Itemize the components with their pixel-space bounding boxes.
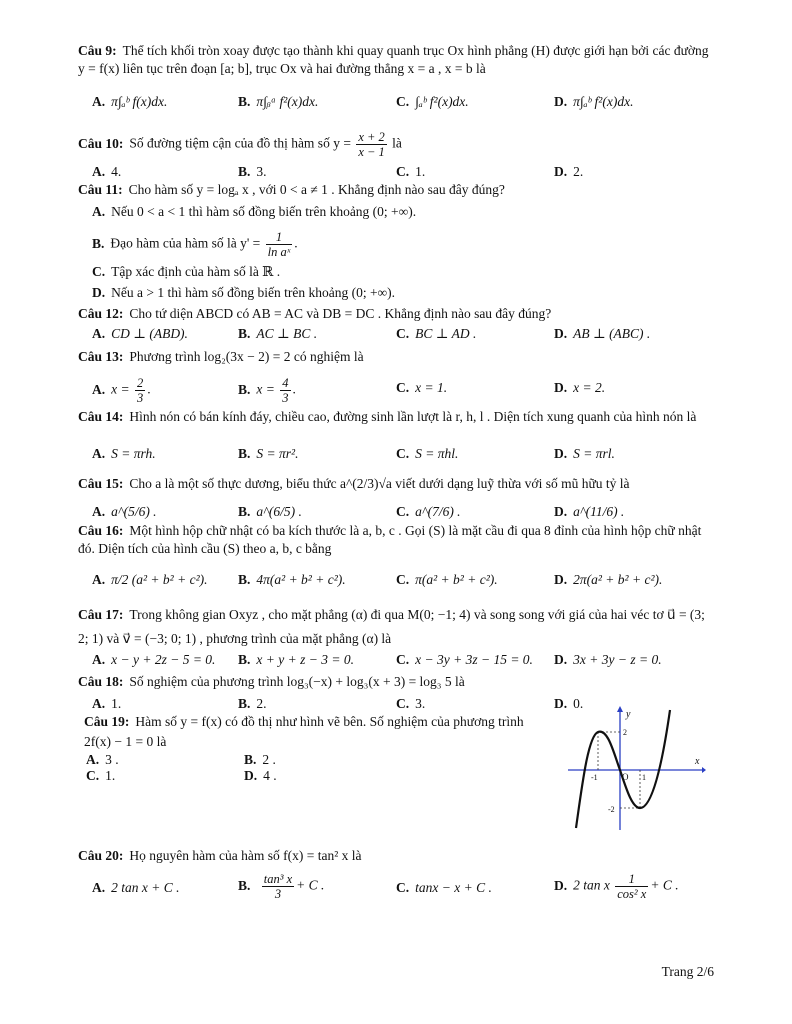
option-b[interactable]: B. S = πr². bbox=[238, 446, 299, 461]
option-b[interactable]: B. x + y + z − 3 = 0. bbox=[238, 652, 354, 667]
tick-label-neg1: -1 bbox=[591, 773, 598, 782]
question-stem: Phương trình log₂(3x − 2) = 2 có nghiệm là bbox=[129, 349, 364, 364]
option-d[interactable]: D. AB ⊥ (ABC) . bbox=[554, 326, 651, 341]
tick-label-2: 2 bbox=[623, 728, 627, 737]
option-b[interactable]: B. π∫ᵦᵃ f²(x)dx. bbox=[238, 94, 319, 109]
option-a[interactable]: A. x = $\frac{2}{3}$ . bbox=[92, 376, 151, 405]
question-number: Câu 9: bbox=[78, 43, 117, 58]
question-19: Câu 19: Hàm số y = f(x) có đồ thị như hình vẽ bên. Số nghiệm của phương trình 2f(x) − 1 = 0 là bbox=[84, 714, 524, 749]
option-c[interactable]: C. BC ⊥ AD . bbox=[396, 326, 477, 341]
option-a[interactable]: A. 1. bbox=[92, 696, 122, 711]
question-13: Câu 13: Phương trình log₂(3x − 2) = 2 có nghiệm là bbox=[78, 349, 364, 364]
option-d[interactable]: D. S = πrl. bbox=[554, 446, 615, 461]
question-stem: Số đường tiệm cận của đồ thị hàm số y = bbox=[129, 135, 351, 151]
option-b[interactable]: B. 4π(a² + b² + c²). bbox=[238, 572, 346, 587]
option-a[interactable]: A. S = πrh. bbox=[92, 446, 156, 461]
option-a[interactable]: A. 2 tan x + C . bbox=[92, 880, 180, 895]
question-stem: Hình nón có bán kính đáy, chiều cao, đường sinh lần lượt là r, h, l . Diện tích xung quanh của hình nón là bbox=[129, 409, 697, 424]
option-d[interactable]: D. a^(11/6) . bbox=[554, 504, 625, 519]
question-stem: Cho a là một số thực dương, biểu thức a^(2/3)√a viết dưới dạng luỹ thừa với số mũ hữu tỷ là bbox=[129, 476, 630, 491]
option-b[interactable]: B. AC ⊥ BC . bbox=[238, 326, 318, 341]
question-20: Câu 20: Họ nguyên hàm của hàm số f(x) = tan² x là bbox=[78, 848, 362, 863]
tick-label-1: 1 bbox=[642, 773, 646, 782]
option-c[interactable]: C. ∫ₐᵇ f²(x)dx. bbox=[396, 94, 469, 109]
function-graph bbox=[568, 706, 706, 830]
option-b[interactable]: B. 3. bbox=[238, 164, 267, 179]
option-a[interactable]: A. π∫ₐᵇ f(x)dx. bbox=[92, 94, 168, 109]
option-d[interactable]: D. x = 2. bbox=[554, 380, 606, 395]
question-17: Câu 17: Trong không gian Oxyz , cho mặt phẳng (α) đi qua M(0; −1; 4) và song song với giá của hai véc tơ u⃗ = (3; 2; 1) và v⃗ = (−3; 0; 1) , phương trình của mặt phẳng (α) là bbox=[78, 607, 705, 646]
option-a[interactable]: A. a^(5/6) . bbox=[92, 504, 157, 519]
option-d[interactable]: D. 0. bbox=[554, 696, 584, 711]
option-d[interactable]: D. 2 tan x $\frac{1}{\text{cos² x}}$ + C . bbox=[554, 872, 679, 901]
option-b[interactable]: B. a^(6/5) . bbox=[238, 504, 302, 519]
origin-label: O bbox=[622, 772, 629, 782]
question-stem: Trong không gian Oxyz , cho mặt phẳng (α) đi qua M(0; −1; 4) và song song với giá của hai véc tơ u⃗ = (3; 2; 1) và v⃗ = (−3; 0; 1) , phương trình của mặt phẳng (α) là bbox=[78, 607, 705, 646]
question-stem: Họ nguyên hàm của hàm số f(x) = tan² x là bbox=[129, 848, 362, 863]
option-b[interactable]: B. $\frac{\text{tan³ x}}{3}$ + C . bbox=[238, 872, 325, 901]
option-b[interactable]: B. 2 . bbox=[244, 752, 276, 767]
option-c[interactable]: C. x = 1. bbox=[396, 380, 448, 395]
question-stem: Hàm số y = f(x) có đồ thị như hình vẽ bên. Số nghiệm của phương trình 2f(x) − 1 = 0 là bbox=[84, 714, 524, 749]
option-b[interactable]: B. 2. bbox=[238, 696, 267, 711]
question-stem: Số nghiệm của phương trình log₃(−x) + log₃(x + 3) = log₃ 5 là bbox=[129, 674, 465, 689]
question-9 bbox=[78, 42, 718, 78]
option-c[interactable]: C. tanx − x + C . bbox=[396, 880, 492, 895]
stem-fraction: $\frac{x + 2}{x - 1}$ bbox=[358, 130, 385, 159]
question-stem: Cho tứ diện ABCD có AB = AC và DB = DC . Khẳng định nào sau đây đúng? bbox=[129, 306, 552, 321]
question-12: Câu 12: Cho tứ diện ABCD có AB = AC và DB = DC . Khẳng định nào sau đây đúng? bbox=[78, 306, 552, 321]
option-b[interactable]: B. x = $\frac{4}{3}$ . bbox=[238, 376, 296, 405]
option-a[interactable]: A. x − y + 2z − 5 = 0. bbox=[92, 652, 216, 667]
x-label: x bbox=[695, 756, 700, 767]
option-a[interactable]: A. 3 . bbox=[86, 752, 119, 767]
option-a[interactable]: A. Nếu 0 < a < 1 thì hàm số đồng biến trên khoảng (0; +∞). bbox=[92, 204, 417, 219]
page-footer: Trang 2/6 bbox=[661, 964, 714, 979]
question-14: Câu 14: Hình nón có bán kính đáy, chiều cao, đường sinh lần lượt là r, h, l . Diện tích xung quanh của hình nón là bbox=[78, 409, 697, 424]
option-c[interactable]: C. 1. bbox=[86, 768, 116, 783]
y-axis-arrow bbox=[617, 706, 623, 712]
option-c[interactable]: C. π(a² + b² + c²). bbox=[396, 572, 498, 587]
tick-label-neg2: -2 bbox=[608, 805, 615, 814]
option-b[interactable]: B. Đạo hàm của hàm số là y' = $\frac{1}{\text{ln aˣ}}$ . bbox=[92, 230, 298, 259]
y-label: y bbox=[626, 709, 631, 720]
option-c[interactable]: C. a^(7/6) . bbox=[396, 504, 461, 519]
question-stem: Thể tích khối tròn xoay được tạo thành khi quay quanh trục Ox hình phẳng (H) được giới hạn bởi các đường y = f(x) liên tục trên đoạn [a; b], trục Ox và hai đường thẳng x = a , x = b là bbox=[78, 43, 709, 76]
question-11: Câu 11: Cho hàm số y = logₐ x , với 0 < a ≠ 1 . Khẳng định nào sau đây đúng? bbox=[78, 182, 505, 197]
option-d[interactable]: D. 3x + 3y − z = 0. bbox=[554, 652, 662, 667]
option-a[interactable]: A. π/2 (a² + b² + c²). bbox=[92, 572, 208, 587]
x-axis-arrow bbox=[702, 767, 706, 773]
question-stem: Cho hàm số y = logₐ x , với 0 < a ≠ 1 . Khẳng định nào sau đây đúng? bbox=[128, 182, 505, 197]
option-c[interactable]: C. 1. bbox=[396, 164, 426, 179]
option-a[interactable]: A. 4. bbox=[92, 164, 122, 179]
option-d[interactable]: D. 2π(a² + b² + c²). bbox=[554, 572, 663, 587]
option-d[interactable]: D. π∫ₐᵇ f²(x)dx. bbox=[554, 94, 634, 109]
option-a[interactable]: A. CD ⊥ (ABD). bbox=[92, 326, 188, 341]
option-c[interactable]: C. x − 3y + 3z − 15 = 0. bbox=[396, 652, 533, 667]
question-18: Câu 18: Số nghiệm của phương trình log₃(−x) + log₃(x + 3) = log₃ 5 là bbox=[78, 674, 465, 689]
question-16: Câu 16: Một hình hộp chữ nhật có ba kích thước là a, b, c . Gọi (S) là mặt cầu đi qua 8 đỉnh của hình hộp chữ nhật đó. Diện tích của hình cầu (S) theo a, b, c bằng bbox=[78, 523, 702, 556]
question-10: Câu 10: Số đường tiệm cận của đồ thị hàm số y = $\frac{x + 2}{x - 1}$ là bbox=[78, 130, 402, 159]
option-d[interactable]: D. Nếu a > 1 thì hàm số đồng biến trên khoảng (0; +∞). bbox=[92, 285, 396, 300]
option-d[interactable]: D. 2. bbox=[554, 164, 584, 179]
option-d[interactable]: D. 4 . bbox=[244, 768, 277, 783]
question-15: Câu 15: Cho a là một số thực dương, biểu thức a^(2/3)√a viết dưới dạng luỹ thừa với số mũ hữu tỷ là bbox=[78, 476, 630, 491]
question-stem: Một hình hộp chữ nhật có ba kích thước là a, b, c . Gọi (S) là mặt cầu đi qua 8 đỉnh của hình hộp chữ nhật đó. Diện tích của hình cầu (S) theo a, b, c bằng bbox=[78, 523, 702, 556]
option-c[interactable]: C. Tập xác định của hàm số là ℝ . bbox=[92, 264, 281, 279]
option-c[interactable]: C. 3. bbox=[396, 696, 426, 711]
option-c[interactable]: C. S = πhl. bbox=[396, 446, 459, 461]
